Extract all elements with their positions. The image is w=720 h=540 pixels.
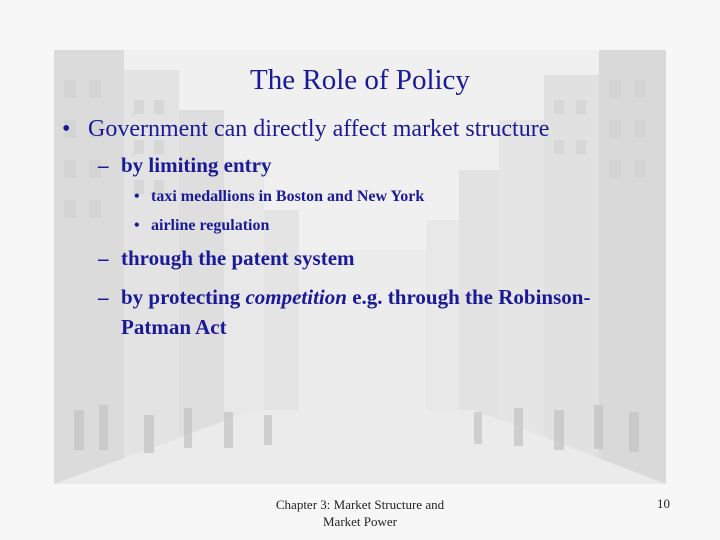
dash-icon: – — [98, 246, 109, 270]
sub-sub-bullet-airline — [134, 217, 269, 235]
sub-bullet-competition — [98, 282, 590, 342]
emphasis-text: competition — [245, 285, 347, 309]
sub-bullet-patent — [98, 246, 355, 271]
main-bullet-text: Government can directly affect market structure — [88, 116, 550, 142]
sub-bullet-text-rest: e.g. through the Robinson- — [352, 285, 591, 309]
main-bullet — [62, 116, 549, 143]
sub-bullet-text: through the patent system — [121, 246, 355, 270]
sub-bullet-text: by protecting — [121, 285, 241, 309]
slide-title: The Role of Policy — [250, 64, 470, 96]
footer-chapter — [250, 496, 470, 530]
bullet-dot-icon: • — [134, 188, 140, 205]
sub-bullet-continuation: Patman Act — [121, 315, 227, 339]
footer-chapter-line2: Market Power — [322, 514, 397, 529]
sub-sub-bullet-text: taxi medallions in Boston and New York — [151, 188, 425, 205]
footer-chapter-line1: Chapter 3: Market Structure and — [275, 497, 445, 512]
dash-icon: – — [98, 285, 109, 309]
sub-bullet-limiting-entry — [98, 153, 272, 178]
sub-sub-bullet-taxi — [134, 188, 424, 206]
bullet-dot-icon: • — [134, 217, 140, 234]
sub-bullet-text: by limiting entry — [121, 153, 272, 177]
bullet-dot-icon: • — [62, 116, 71, 142]
sub-sub-bullet-text: airline regulation — [151, 217, 270, 234]
dash-icon: – — [98, 153, 109, 177]
page-number: 10 — [657, 496, 670, 511]
